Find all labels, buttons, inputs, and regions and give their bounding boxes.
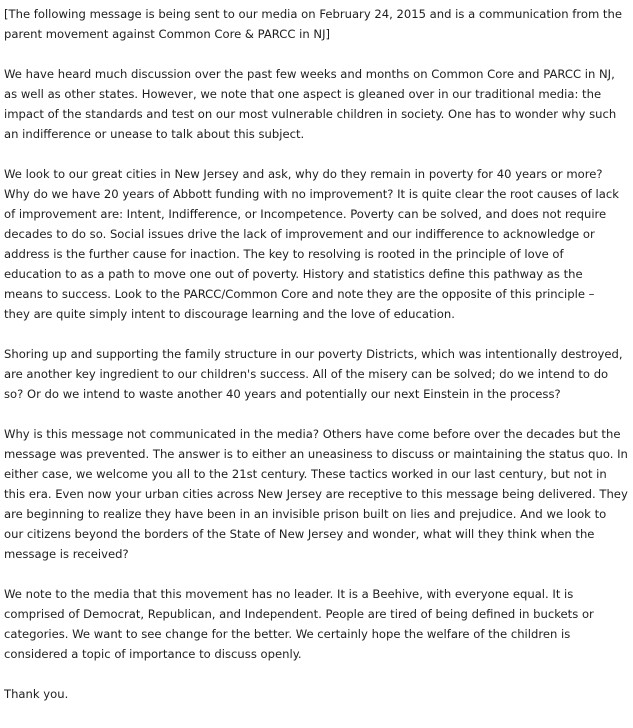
message-document xyxy=(4,4,628,704)
closing-paragraph: Thank you. xyxy=(4,687,69,701)
poverty-paragraph: We look to our great cities in New Jersey and ask, why do they remain in poverty for 40 years or more? Why do we have 20 years of Abbott funding with no improvement? It is quite clear the root causes of lack of improvement are: Intent, Indifference, or Incompetence. Poverty can be solved, and does not require decades to do so. Social issues drive the lack of improvement and our indifference to acknowledge or address is the further cause for inaction. The key to resolving is rooted in the principle of love of education to as a path to move one out of poverty. History and statistics define this pathway as the means to success. Look to the PARCC/Common Core and note they are the opposite of this principle – they are quite simply intent to discourage learning and the love of education. xyxy=(4,167,619,321)
common-core-paragraph: We have heard much discussion over the past few weeks and months on Common Core and PARCC in NJ, as well as other states. However, we note that one aspect is gleaned over in our traditional media: the impact of the standards and test on our most vulnerable children in society. One has to wonder why such an indifference or unease to talk about this subject. xyxy=(4,67,617,141)
movement-paragraph: We note to the media that this movement has no leader. It is a Beehive, with everyone equal. It is comprised of Democrat, Republican, and Independent. People are tired of being defined in buckets or categories. We want to see change for the better. We certainly hope the welfare of the children is considered a topic of importance to discuss openly. xyxy=(4,587,594,661)
family-structure-paragraph: Shoring up and supporting the family structure in our poverty Districts, which was intentionally destroyed, are another key ingredient to our children's success. All of the misery can be solved; do we intend to do so? Or do we intend to waste another 40 years and potentially our next Einstein in the process? xyxy=(4,347,623,401)
intro-paragraph: [The following message is being sent to our media on February 24, 2015 and is a communication from the parent movement against Common Core & PARCC in NJ] xyxy=(4,7,622,41)
media-paragraph: Why is this message not communicated in the media? Others have come before over the decades but the message was prevented. The answer is to either an uneasiness to discuss or maintaining the status quo. In either case, we welcome you all to the 21st century. These tactics worked in our last century, but not in this era. Even now your urban cities across New Jersey are receptive to this message being delivered. They are beginning to realize they have been in an invisible prison built on lies and prejudice. And we look to our citizens beyond the borders of the State of New Jersey and wonder, what will they think when the message is received? xyxy=(4,427,628,561)
